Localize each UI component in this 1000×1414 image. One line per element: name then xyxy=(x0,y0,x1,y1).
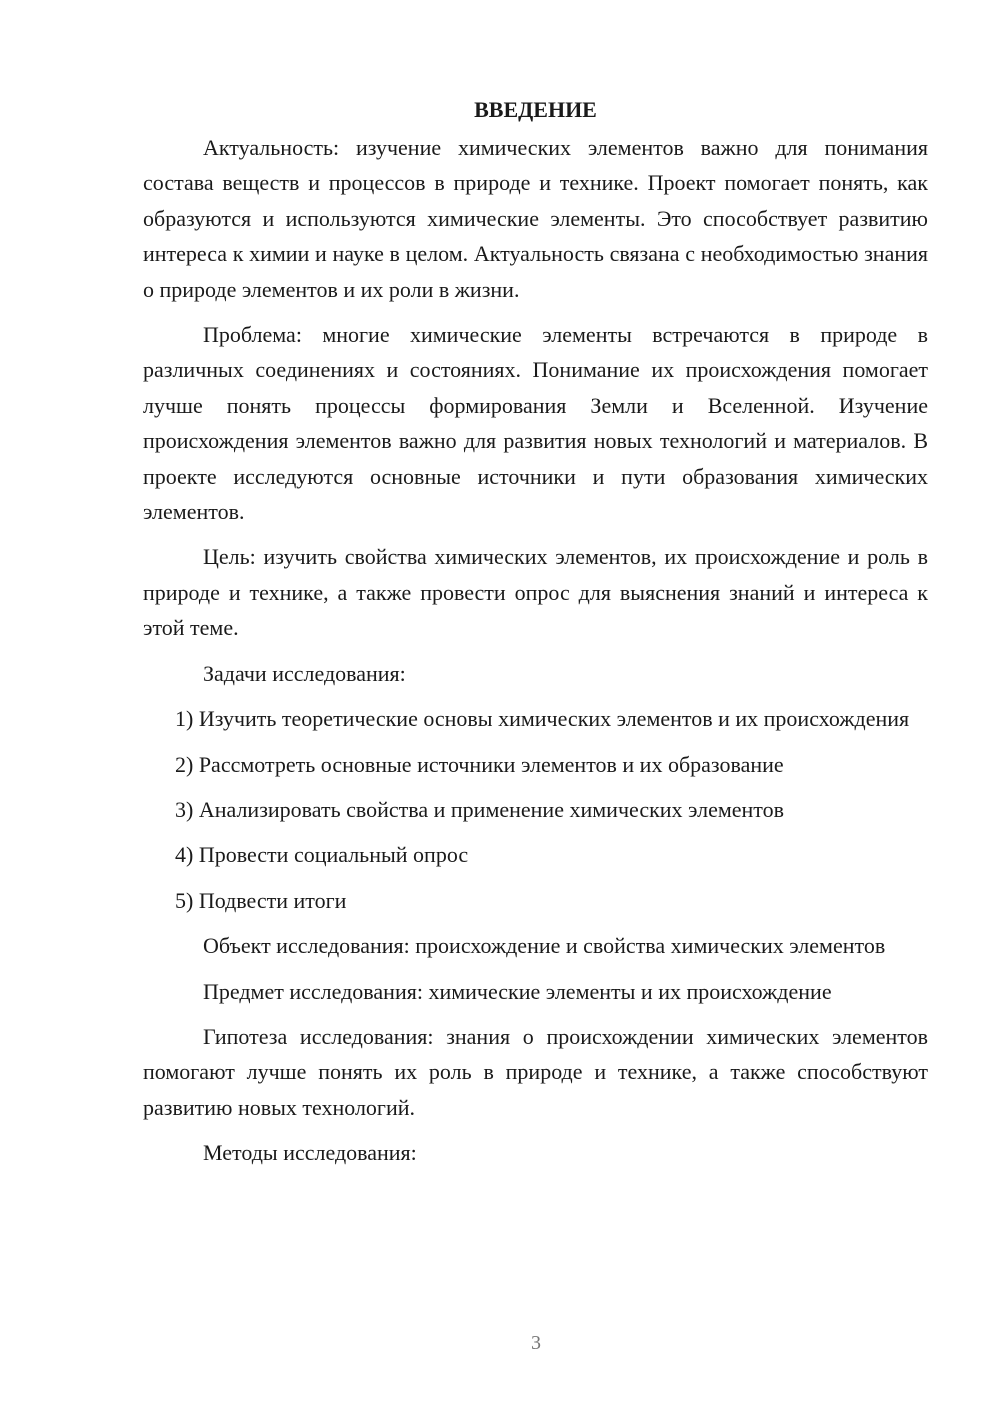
task-item-2: 2) Рассмотреть основные источники элементов и их образование xyxy=(175,751,784,777)
paragraph-subject: Предмет исследования: химические элементы и их происхождение xyxy=(203,978,832,1004)
paragraph-goal: Цель: изучить свойства химических элементов, их происхождение и роль в природе и технике, а также провести опрос для выяснения знаний и интереса к этой теме. xyxy=(143,544,928,641)
task-item-5: 5) Подвести итоги xyxy=(175,887,347,913)
paragraph-methods: Методы исследования: xyxy=(203,1140,417,1166)
document-page xyxy=(143,92,928,1181)
task-item-3: 3) Анализировать свойства и применение химических элементов xyxy=(175,796,785,822)
page-title: ВВЕДЕНИЕ xyxy=(474,97,597,122)
task-item-4: 4) Провести социальный опрос xyxy=(175,842,469,868)
paragraph-object: Объект исследования: происхождение и свойства химических элементов xyxy=(203,933,886,959)
paragraph-tasks-heading: Задачи исследования: xyxy=(203,660,406,686)
paragraph-problem: Проблема: многие химические элементы встречаются в природе в различных соединениях и состояниях. Понимание их происхождения помогает лучше понять процессы формирования Земли и Вселенной. Изучение происхождения элементов важно для развития новых технологий и материалов. В проекте исследуются основные источники и пути образования химических элементов. xyxy=(143,322,928,525)
task-item-1: 1) Изучить теоретические основы химических элементов и их происхождения xyxy=(175,706,910,732)
paragraph-relevance: Актуальность: изучение химических элементов важно для понимания состава веществ и процессов в природе и технике. Проект помогает понять, как образуются и используются химические элементы. Это способствует развитию интереса к химии и науке в целом. Актуальность связана с необходимостью знания о природе элементов и их роли в жизни. xyxy=(143,135,928,302)
page-number: 3 xyxy=(531,1332,541,1354)
paragraph-hypothesis: Гипотеза исследования: знания о происхождении химических элементов помогают лучше понять их роль в природе и технике, а также способствуют развитию новых технологий. xyxy=(143,1023,928,1120)
